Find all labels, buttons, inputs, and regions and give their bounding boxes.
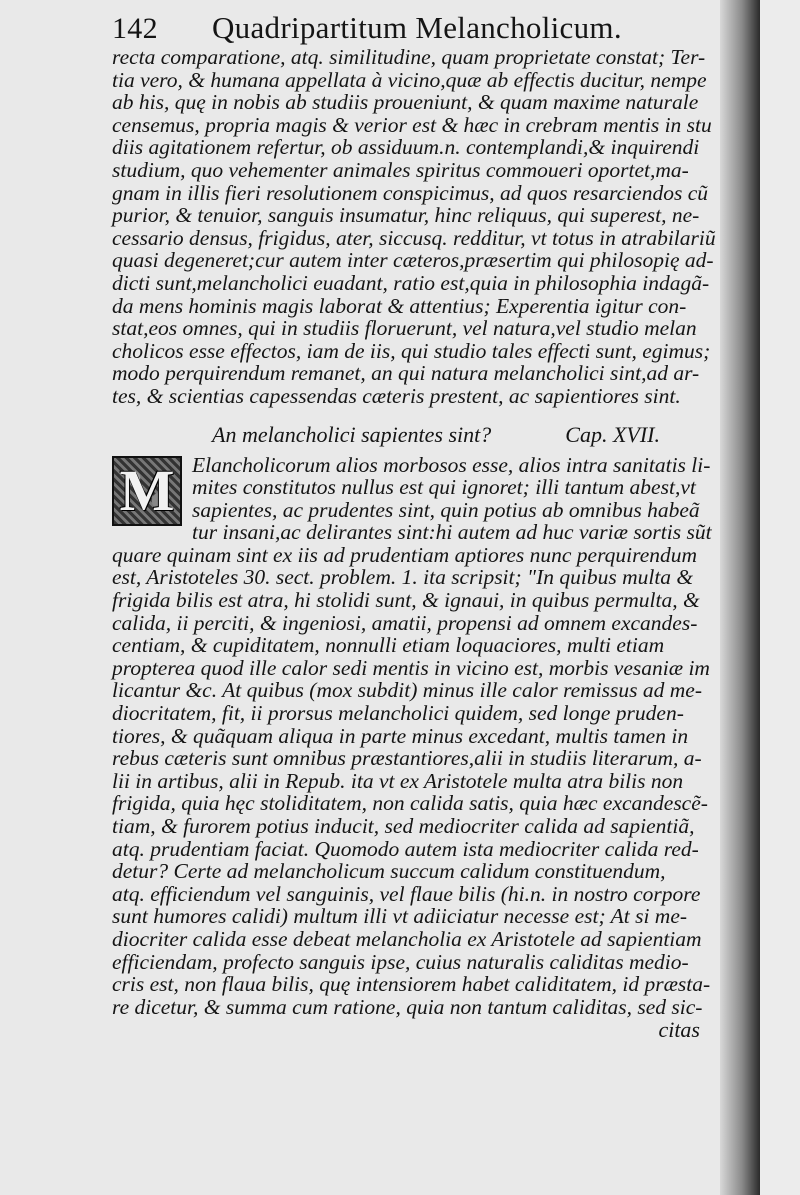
text-line: stat,eos omnes, qui in studiis floruerunt, vel natura,vel studio melan bbox=[112, 316, 697, 341]
text-line: tes, & scientias capessendas cæteris prestent, ac sapientiores sint. bbox=[112, 383, 681, 408]
indented-lines bbox=[112, 454, 720, 544]
text-line: quasi degeneret;cur autem inter cæteros,præsertim qui philosopię ad- bbox=[112, 248, 714, 273]
text-line: rebus cæteris sunt omnibus præstantiores,alii in studiis literarum, a- bbox=[112, 746, 702, 771]
text-line: tiam, & furorem potius inducit, sed mediocriter calida ad sapientiã, bbox=[112, 814, 695, 838]
text-line: detur? Certe ad melancholicum succum calidum constituendum, bbox=[112, 859, 666, 884]
text-line: modo perquirendum remanet, an qui natura melancholici sint,ad ar- bbox=[112, 361, 700, 386]
chapter-heading bbox=[112, 408, 720, 448]
drop-cap-letter: M bbox=[119, 457, 175, 523]
text-line: efficiendam, profecto sanguis ipse, cuius naturalis caliditas medio- bbox=[112, 949, 689, 974]
running-head bbox=[112, 10, 720, 46]
text-line: Elancholicorum alios morbosos esse, alios intra sanitatis li- bbox=[192, 452, 711, 477]
paragraph-section-2 bbox=[112, 454, 720, 1019]
text-line: diocritatem, fit, ii prorsus melancholici quidem, sed longe pruden- bbox=[112, 701, 684, 726]
text-line: quare quinam sint ex iis ad prudentiam aptiores nunc perquirendum bbox=[112, 542, 698, 567]
text-line: dicti sunt,melancholici euadant, ratio est,quia in philosophia indagã- bbox=[112, 270, 710, 295]
text-line: cholicos esse effectos, iam de iis, qui studio tales effecti sunt, egimus; bbox=[112, 338, 711, 363]
text-line: atq. prudentiam faciat. Quomodo autem ista mediocriter calida red- bbox=[112, 836, 699, 861]
text-line: recta comparatione, atq. similitudine, quam proprietate constat; Ter- bbox=[112, 45, 706, 69]
text-line: atq. efficiendum vel sanguinis, vel flaue bilis (hi.n. in nostro corpore bbox=[112, 881, 701, 906]
text-line: tia vero, & humana appellata à vicino,quæ ab effectis ducitur, nempe bbox=[112, 67, 707, 92]
text-line: est, Aristoteles 30. sect. problem. 1. ita scripsit; "In quibus multa & bbox=[112, 565, 694, 590]
chapter-number: Cap. XVII. bbox=[565, 421, 660, 447]
text-line: cessario densus, frigidus, ater, siccusq. redditur, vt totus in atrabilariũ bbox=[112, 225, 716, 250]
text-line: gnam in illis fieri resolutionem conspicimus, ad quos resarciendos cũ bbox=[112, 180, 708, 205]
text-line: sapientes, ac prudentes sint, quin potius ab omnibus habeã bbox=[192, 497, 700, 522]
text-line: re dicetur, & summa cum ratione, quia non tantum caliditas, sed sic- bbox=[112, 994, 703, 1019]
page-number: 142 bbox=[112, 12, 158, 45]
page-gutter-shadow bbox=[720, 0, 760, 1195]
running-title: Quadripartitum Melancholicum. bbox=[212, 10, 622, 45]
text-line: licantur &c. At quibus (mox subdit) minus ille calor remissus ad me- bbox=[112, 678, 703, 703]
decorated-initial bbox=[112, 456, 182, 526]
text-line: studium, quo vehementer animales spiritus commoueri oportet,ma- bbox=[112, 157, 689, 182]
text-line: da mens hominis magis laborat & attentius; Experentia igitur con- bbox=[112, 293, 687, 318]
text-line: propterea quod ille calor sedi mentis in vicino est, morbis vesaniæ im bbox=[112, 655, 710, 680]
text-line: diis agitationem refertur, ob assiduum.n. contemplandi,& inquirendi bbox=[112, 135, 700, 160]
paragraph-section-1 bbox=[112, 46, 720, 408]
text-line: lii in artibus, alii in Repub. ita vt ex Aristotele multa atra bilis non bbox=[112, 768, 684, 793]
text-line: cris est, non flaua bilis, quę intensiorem habet caliditatem, id præsta- bbox=[112, 972, 711, 997]
text-line: centiam, & cupiditatem, nonnulli etiam loquaciores, multi etiam bbox=[112, 633, 665, 658]
text-line: ab his, quę in nobis ab studiis proueniunt, & quam maxime naturale bbox=[112, 90, 699, 115]
text-line: tur insani,ac delirantes sint:hi autem ad huc variæ sortis sũt bbox=[192, 520, 712, 545]
text-line: purior, & tenuior, sanguis insumatur, hinc reliquus, qui superest, ne- bbox=[112, 203, 700, 228]
text-line: frigida bilis est atra, hi stolidi sunt, & ignaui, in quibus permulta, & bbox=[112, 588, 700, 613]
body-lines bbox=[112, 544, 720, 1018]
text-line: frigida, quia hęc stoliditatem, non calida satis, quia hæc excandescẽ- bbox=[112, 791, 708, 816]
text-line: calida, ii perciti, & ingeniosi, amatii, propensi ad omnem excandes- bbox=[112, 610, 698, 635]
text-line: sunt humores calidi) multum illi vt adiiciatur necesse est; At si me- bbox=[112, 904, 688, 929]
text-line: mites constitutos nullus est qui ignoret; illi tantum abest,vt bbox=[192, 475, 696, 500]
text-line: censemus, propria magis & verior est & hæc in crebram mentis in stu bbox=[112, 112, 712, 137]
text-line: tiores, & quãquam aliqua in parte minus excedant, multis tamen in bbox=[112, 723, 689, 748]
chapter-title: An melancholici sapientes sint? bbox=[212, 421, 492, 447]
text-line: diocriter calida esse debeat melancholia ex Aristotele ad sapientiam bbox=[112, 926, 702, 951]
catchword: citas bbox=[658, 1017, 700, 1043]
